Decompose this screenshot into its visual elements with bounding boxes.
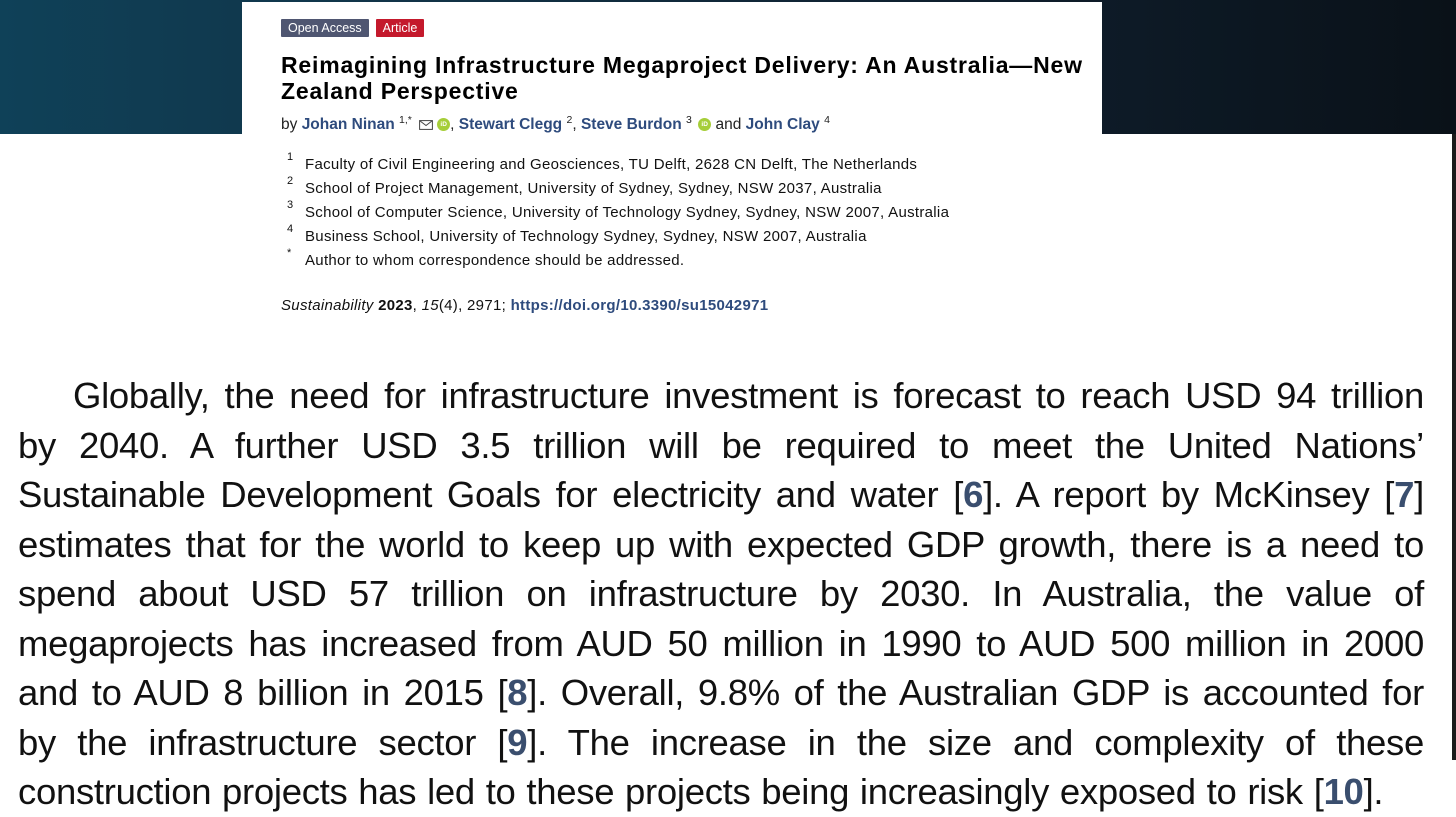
affiliation-item	[287, 249, 1007, 273]
author-link-ninan[interactable]: Johan Ninan	[301, 116, 395, 134]
body-text: ]. A report by McKinsey [	[983, 474, 1395, 515]
article-type-badge: Article	[376, 19, 425, 37]
orcid-icon[interactable]: iD	[437, 118, 450, 131]
article-title: Reimagining Infrastructure Megaproject Delivery: An Australia—New Zealand Perspective	[281, 52, 1083, 104]
body-paragraph	[18, 371, 1424, 817]
affiliation-text: Faculty of Civil Engineering and Geosciences, TU Delft, 2628 CN Delft, The Netherlands	[305, 156, 918, 173]
citation-line: Sustainability 2023, 15(4), 2971; https://doi.org/10.3390/su15042971	[281, 297, 769, 314]
body-text: ]. The increase in the size and complexity of these construction projects has led to these projects being increasingly exposed to risk [	[18, 721, 1424, 812]
author-sup-clay: 4	[824, 114, 830, 126]
author-sup-burdon: 3	[686, 114, 692, 126]
reference-link-10[interactable]: 10	[1323, 771, 1364, 812]
citation-issue-pages: (4), 2971;	[438, 297, 507, 314]
email-icon[interactable]	[419, 117, 433, 135]
affiliation-text: Business School, University of Technology Sydney, Sydney, NSW 2007, Australia	[305, 228, 867, 245]
body-text: ].	[1363, 771, 1384, 812]
reference-link-6[interactable]: 6	[963, 474, 984, 515]
citation-volume: 15	[421, 297, 439, 314]
open-access-badge[interactable]: Open Access	[281, 19, 369, 37]
body-text: ] estimates that for the world to keep up with expected GDP growth, there is a need to spend about USD 57 trillion on infrastructure by 2030. In Australia, the value of megaprojects has increased from AUD 50 million in 1990 to AUD 500 million in 2000 and to AUD 8 billion in 2015 [	[18, 474, 1424, 713]
citation-year: 2023	[378, 297, 413, 314]
journal-name: Sustainability	[281, 297, 374, 314]
author-sup-ninan: 1,*	[399, 114, 412, 126]
reference-link-7[interactable]: 7	[1394, 474, 1415, 515]
by-label: by	[281, 116, 298, 134]
affiliation-item	[287, 153, 1007, 177]
author-sup-clegg: 2	[566, 114, 573, 126]
and-label: and	[715, 116, 742, 134]
author-link-clay[interactable]: John Clay	[745, 116, 820, 134]
right-border	[1452, 134, 1456, 760]
affiliation-text: School of Project Management, University of Sydney, Sydney, NSW 2037, Australia	[305, 180, 882, 197]
body-text: ]. Overall, 9.8% of the Australian GDP is accounted for by the infrastructure sector [	[18, 672, 1424, 763]
body-text: Globally, the need for infrastructure investment is forecast to reach USD 94 trillion by 2040. A further USD 3.5 trillion will be required to meet the United Nations’ Sustainable Development Goals for electricity and water [	[18, 375, 1424, 515]
affiliation-number: 2	[287, 175, 294, 187]
affiliation-number: 4	[287, 223, 294, 235]
affiliation-item	[287, 177, 1007, 201]
reference-link-8[interactable]: 8	[507, 672, 528, 713]
affiliation-list	[287, 153, 1007, 273]
affiliation-item	[287, 225, 1007, 249]
author-link-clegg[interactable]: Stewart Clegg	[458, 116, 563, 134]
doi-link[interactable]: https://doi.org/10.3390/su15042971	[510, 297, 769, 314]
affiliation-item	[287, 201, 1007, 225]
affiliation-number: *	[287, 247, 292, 259]
reference-link-9[interactable]: 9	[507, 721, 528, 763]
badge-row	[281, 19, 424, 37]
affiliation-text: Author to whom correspondence should be addressed.	[305, 252, 685, 269]
orcid-icon[interactable]: iD	[698, 118, 711, 131]
author-line: by Johan Ninan $^{1,*}$ iD , Stewart Clegg $^2$, Steve Burdon $^3$ iD and John Clay $^4$	[281, 114, 830, 134]
affiliation-number: 3	[287, 199, 294, 211]
affiliation-text: School of Computer Science, University of Technology Sydney, Sydney, NSW 2007, Australia	[305, 204, 950, 221]
author-link-burdon[interactable]: Steve Burdon	[580, 116, 682, 134]
affiliation-number: 1	[287, 151, 294, 163]
